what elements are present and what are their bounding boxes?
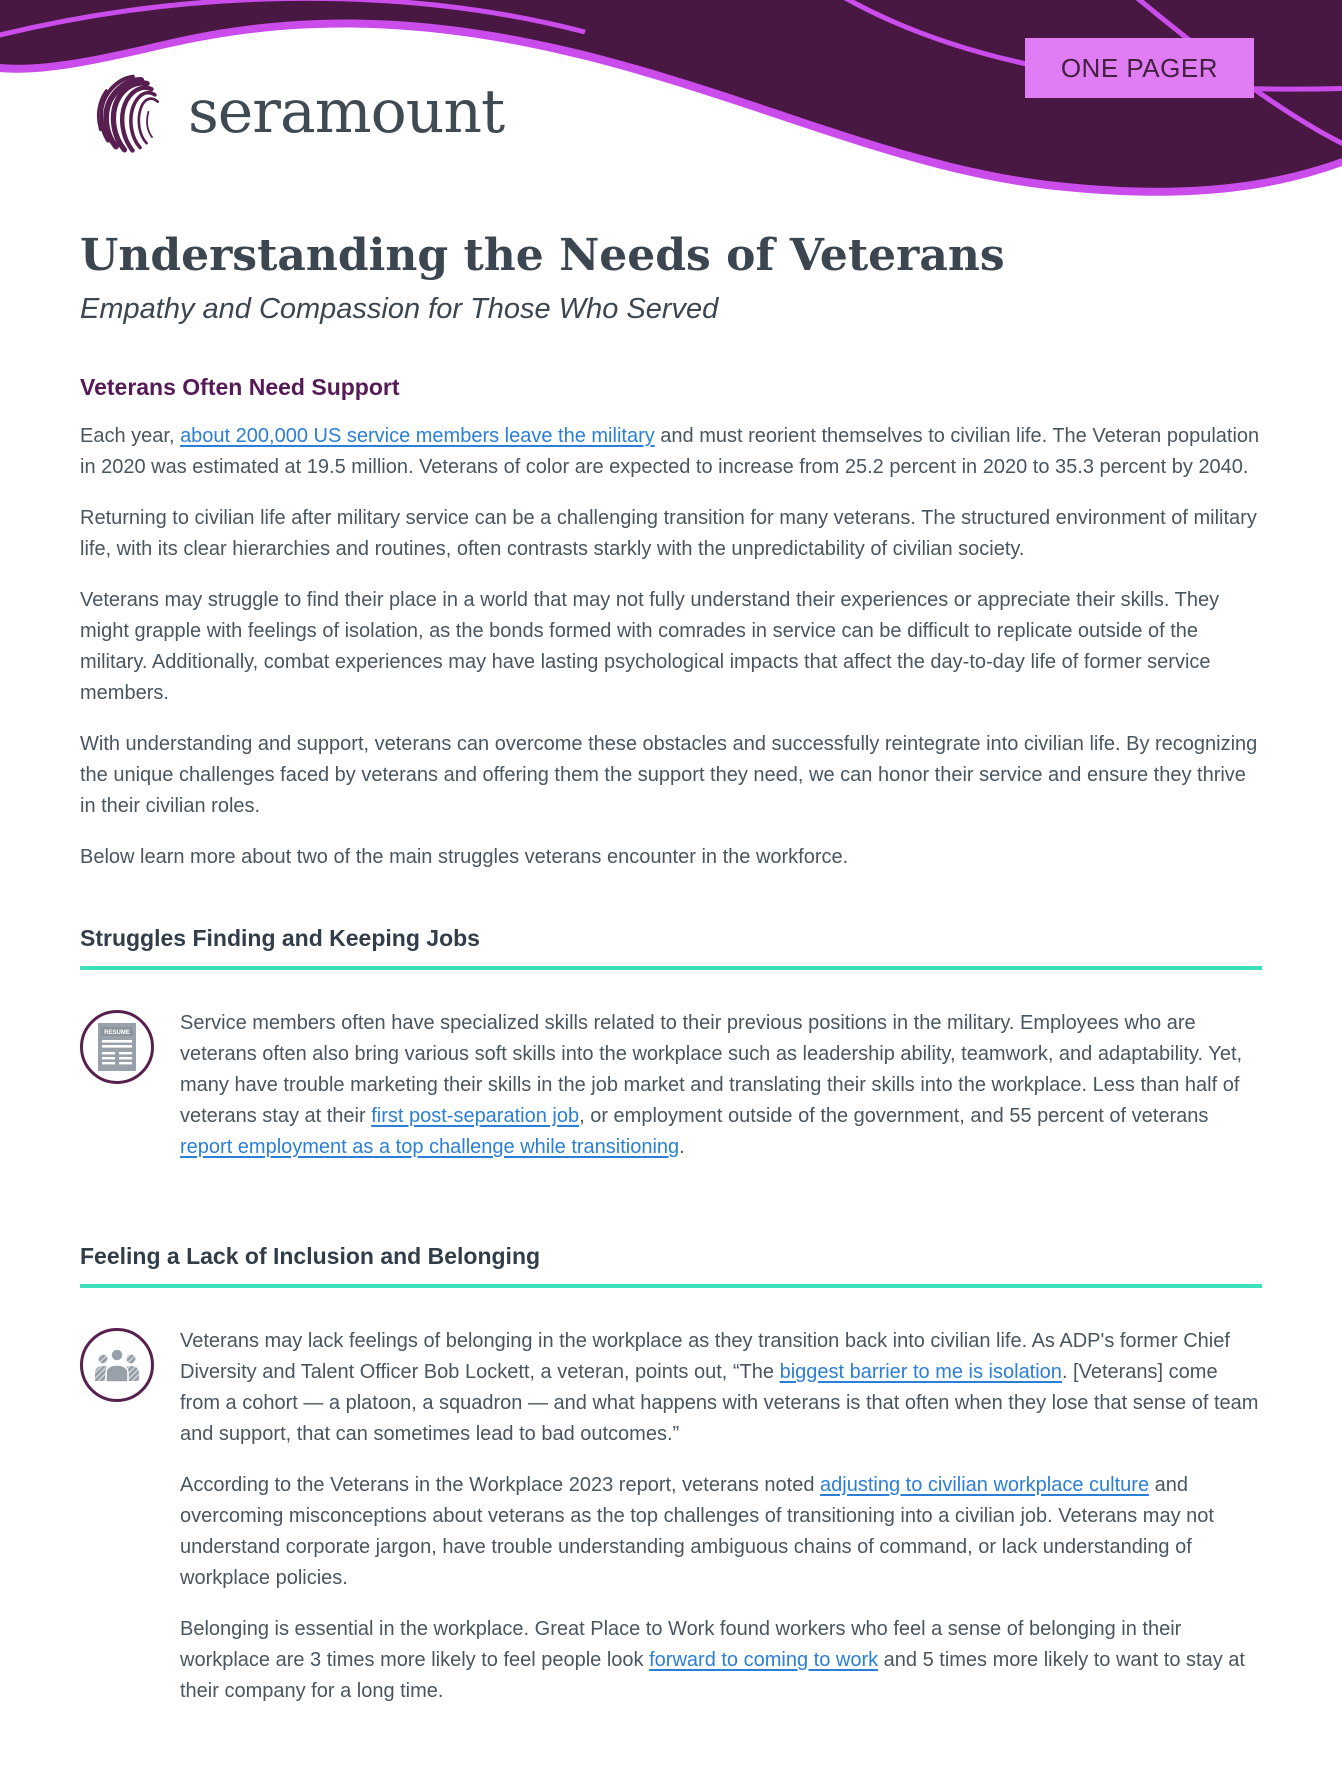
text-run: Veterans may lack feelings of belonging in the workplace as they transition back into civilian life. As ADP's former Chief Diversity and Talent Officer Bob Lockett, a veteran, points out, “The — [180, 1330, 1230, 1383]
text-run: Belonging is essential in the workplace. Great Place to Work found workers who feel a sense of belonging in their workplace are 3 times more likely to feel people look — [180, 1618, 1182, 1671]
paragraph — [80, 842, 1262, 873]
text-run: According to the Veterans in the Workplace 2023 report, veterans noted — [180, 1474, 821, 1496]
resume-icon-circle — [80, 1010, 154, 1084]
text-run: With understanding and support, veterans can overcome these obstacles and successfully reintegrate into civilian life. By recognizing the unique challenges faced by veterans and offering them the support they need, we can honor their service and ensure they thrive in their civilian roles. — [80, 733, 1258, 817]
text-run: and 5 times more likely to want to stay at their company for a long time. — [180, 1649, 1245, 1702]
text-run: . [Veterans] come from a cohort — a platoon, a squadron — and what happens with veterans is that often when they lose that sense of team and support, that can sometimes lead to bad outcomes.” — [180, 1361, 1259, 1445]
section-heading-veterans-support: Veterans Often Need Support — [80, 374, 400, 400]
inline-link[interactable]: adjusting to civilian workplace culture — [820, 1474, 1150, 1496]
section-heading-belonging: Feeling a Lack of Inclusion and Belonging — [80, 1243, 541, 1269]
intro-paragraphs — [80, 421, 1262, 873]
page-header — [0, 0, 1342, 200]
text-run: . — [679, 1136, 685, 1158]
inline-link[interactable]: forward to coming to work — [649, 1649, 879, 1671]
text-run: and must reorient themselves to civilian life. The Veteran population in 2020 was estimated at 19.5 million. Veterans of color are expected to increase from 25.2 percent in 2020 to 35.3 percent by 2040. — [80, 425, 1260, 478]
text-run: Below learn more about two of the main struggles veterans encounter in the workforce. — [80, 846, 849, 868]
seramount-swirl-icon — [84, 68, 172, 156]
text-run: , or employment outside of the government, and 55 percent of veterans — [579, 1105, 1209, 1127]
paragraph — [180, 1614, 1262, 1707]
section-heading-jobs: Struggles Finding and Keeping Jobs — [80, 925, 480, 951]
text-run: Veterans may struggle to find their place in a world that may not fully understand their experiences or appreciate their skills. They might grapple with feelings of isolation, as the bonds formed with comrades in service can be difficult to replicate outside of the military. Additionally, combat experiences may have lasting psychological impacts that affect the day-to-day life of former service members. — [80, 589, 1220, 704]
one-pager-badge: ONE PAGER — [1025, 38, 1254, 98]
jobs-paragraphs — [180, 1008, 1262, 1163]
resume-icon — [97, 1022, 137, 1072]
text-run: Each year, — [80, 425, 181, 447]
belonging-paragraphs — [180, 1326, 1262, 1707]
belonging-section-body — [80, 1326, 1262, 1707]
jobs-section-body — [80, 1008, 1262, 1163]
page-title: Understanding the Needs of Veterans — [80, 230, 1005, 281]
paragraph — [80, 421, 1262, 483]
paragraph — [180, 1470, 1262, 1594]
text-run: Service members often have specialized skills related to their previous positions in the military. Employees who are veterans often also bring various soft skills into the workplace such as leadership ability, teamwork, and adaptability. Yet, many have trouble marketing their skills in the job market and translating their skills into the workplace. Less than half of veterans stay at their — [180, 1012, 1243, 1127]
teal-divider — [80, 1284, 1262, 1288]
paragraph — [180, 1008, 1262, 1163]
paragraph — [80, 585, 1262, 709]
paragraph — [80, 503, 1262, 565]
page-subtitle: Empathy and Compassion for Those Who Served — [80, 293, 719, 325]
svg-text:RESUME: RESUME — [104, 1030, 130, 1036]
inline-link[interactable]: biggest barrier to me is isolation — [779, 1361, 1062, 1383]
people-group-icon — [94, 1347, 140, 1383]
people-icon-circle — [80, 1328, 154, 1402]
inline-link[interactable]: first post-separation job — [371, 1105, 580, 1127]
text-run: and overcoming misconceptions about veterans as the top challenges of transitioning into a civilian job. Veterans may not understand corporate jargon, have trouble understanding ambiguous chains of command, or lack understanding of workplace policies. — [180, 1474, 1214, 1589]
brand-wordmark: seramount — [188, 77, 505, 147]
document-body — [0, 200, 1342, 1777]
seramount-logo — [84, 68, 504, 156]
paragraph — [180, 1326, 1262, 1450]
teal-divider — [80, 966, 1262, 970]
inline-link[interactable]: about 200,000 US service members leave the military — [180, 425, 655, 447]
text-run: Returning to civilian life after military service can be a challenging transition for many veterans. The structured environment of military life, with its clear hierarchies and routines, often contrasts starkly with the unpredictability of civilian society. — [80, 507, 1257, 560]
paragraph — [80, 729, 1262, 822]
inline-link[interactable]: report employment as a top challenge while transitioning — [180, 1136, 680, 1158]
